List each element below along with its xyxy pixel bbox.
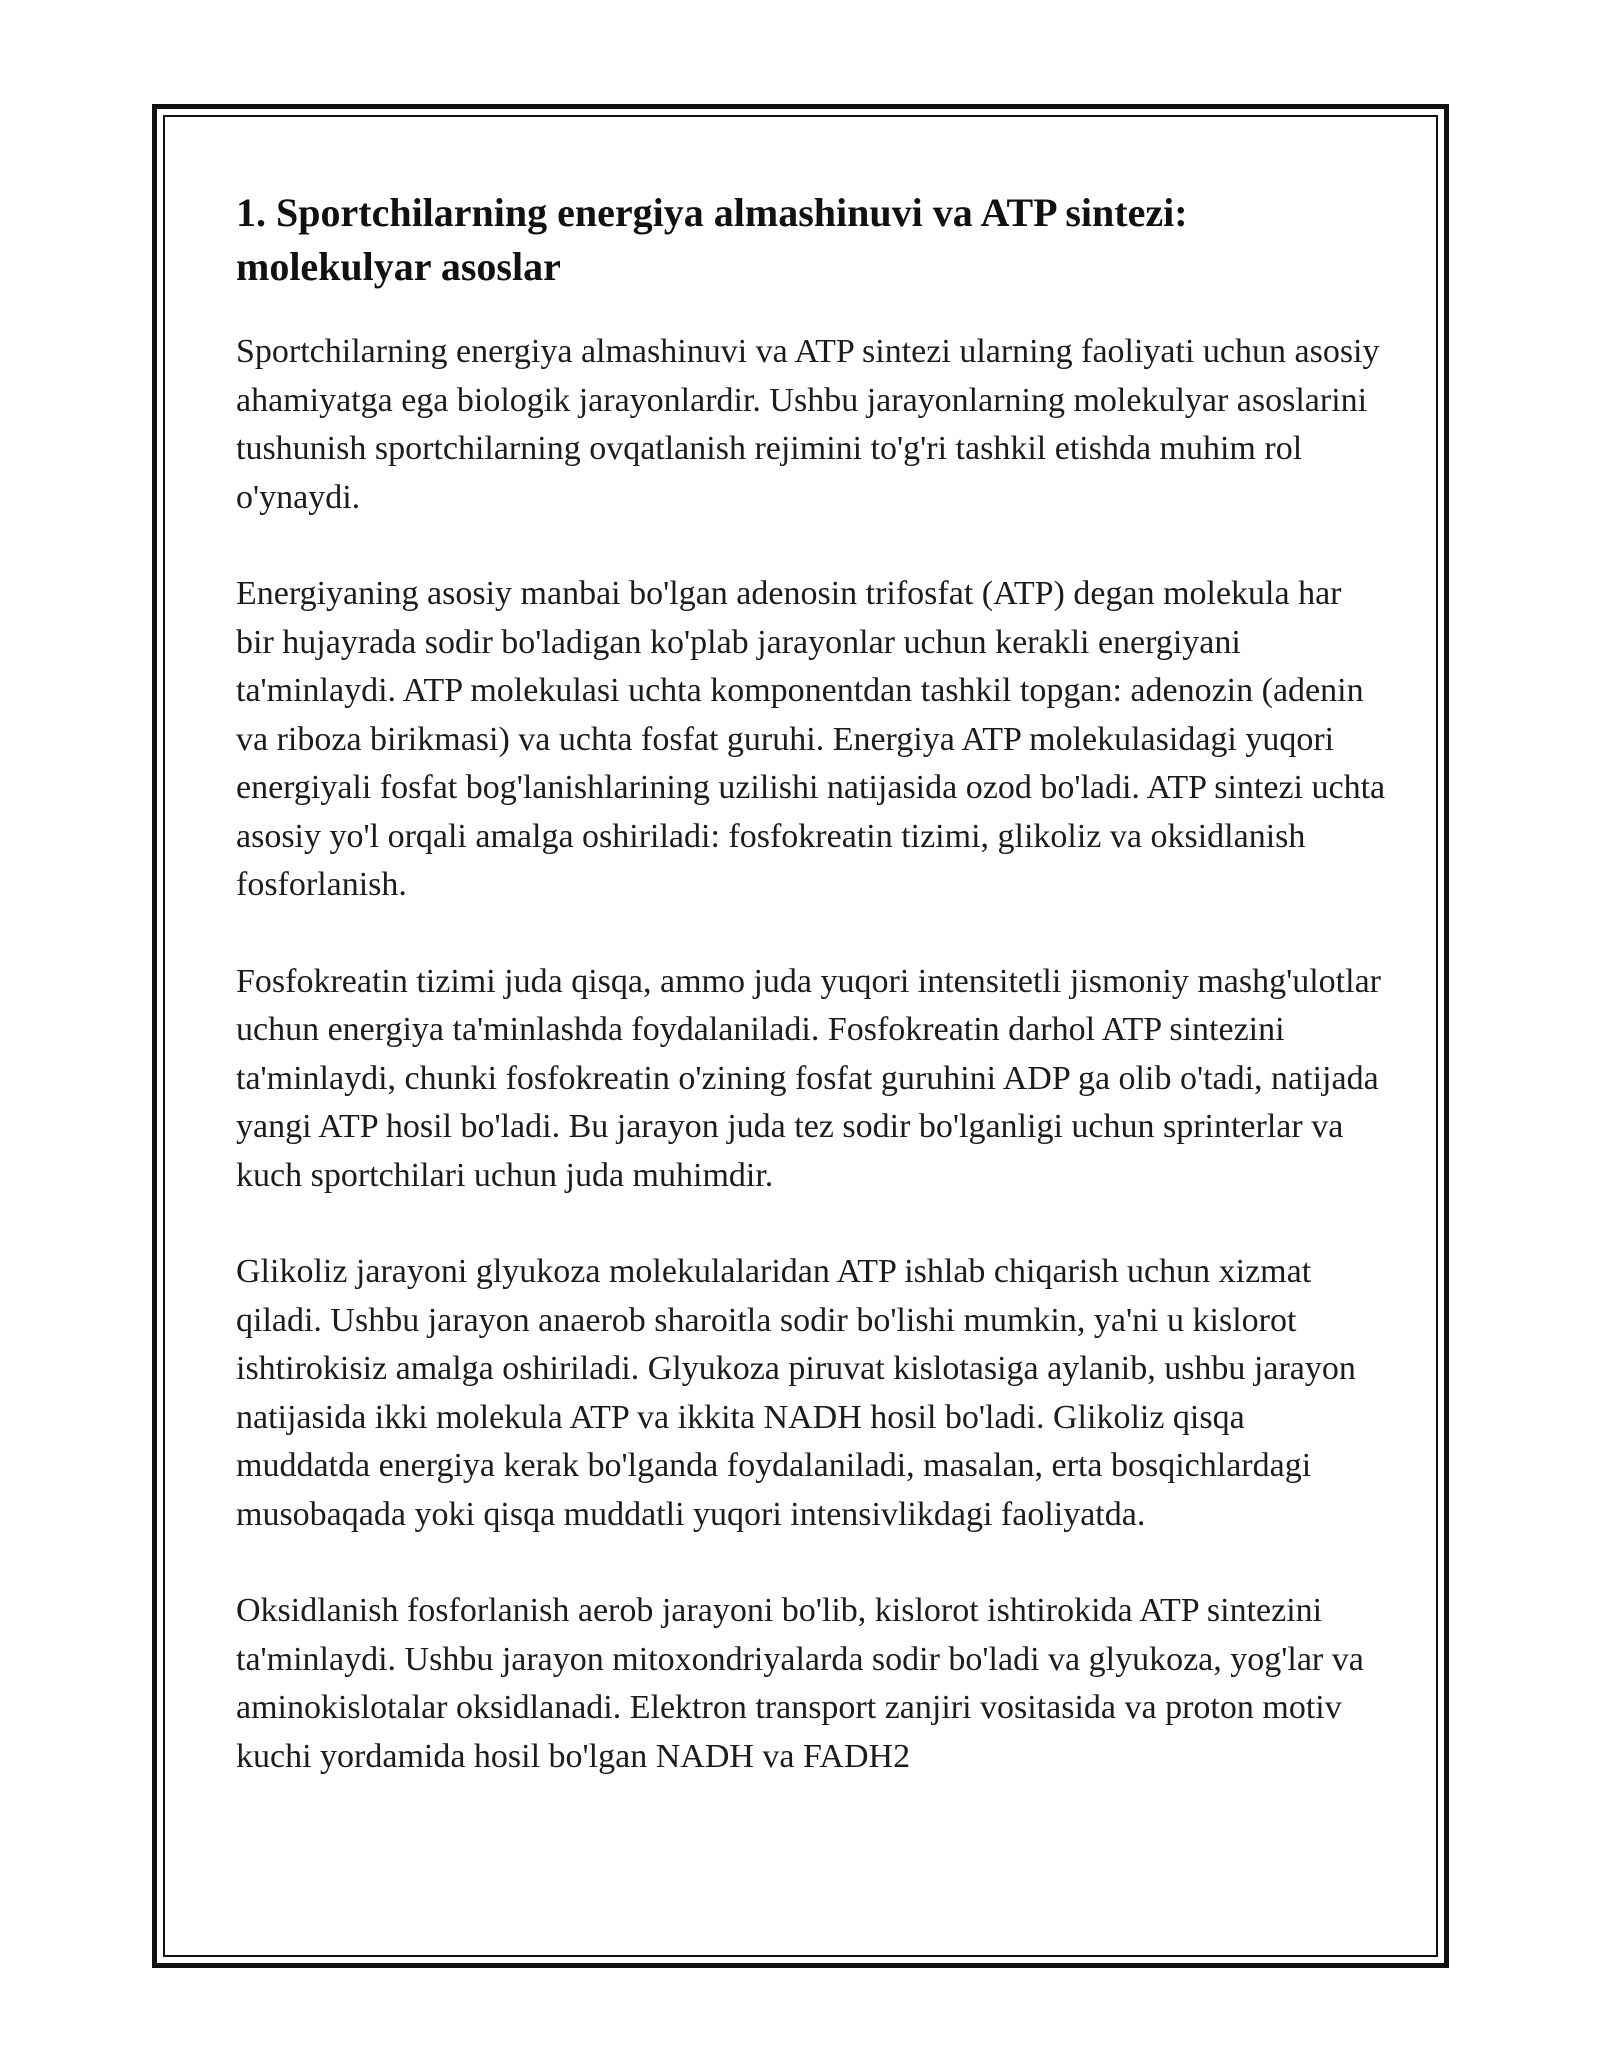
paragraph-2: Energiyaning asosiy manbai bo'lgan adenosin trifosfat (ATP) degan molekula har bir hujayrada sodir bo'ladigan ko'plab jarayonlar uchun kerakli energiyani ta'minlaydi. ATP molekulasi uchta komponentdan tashkil topgan: adenozin (adenin va riboza birikmasi) va uchta fosfat guruhi. Energiya ATP molekulasidagi yuqori energiyali fosfat bog'lanishlarining uzilishi natijasida ozod bo'ladi. ATP sintezi uchta asosiy yo'l orqali amalga oshiriladi: fosfokreatin tizimi, glikoliz va oksidlanish fosforlanish. — [236, 575, 1386, 903]
document-body — [236, 186, 1386, 1829]
paragraph-3: Fosfokreatin tizimi juda qisqa, ammo juda yuqori intensitetli jismoniy mashg'ulotlar uchun energiya ta'minlashda foydalaniladi. Fosfokreatin darhol ATP sintezini ta'minlaydi, chunki fosfokreatin o'zining fosfat guruhini ADP ga olib o'tadi, natijada yangi ATP hosil bo'ladi. Bu jarayon juda tez sodir bo'lganligi uchun sprinterlar va kuch sportchilari uchun juda muhimdir. — [236, 962, 1381, 1194]
paragraph-4: Glikoliz jarayoni glyukoza molekulalaridan ATP ishlab chiqarish uchun xizmat qiladi. Ushbu jarayon anaerob sharoitla sodir bo'lishi mumkin, ya'ni u kislorot ishtirokisiz amalga oshiriladi. Glyukoza piruvat kislotasiga aylanib, ushbu jarayon natijasida ikki molekula ATP va ikkita NADH hosil bo'ladi. Glikoliz qisqa muddatda energiya kerak bo'lganda foydalaniladi, masalan, erta bosqichlardagi musobaqada yoki qisqa muddatli yuqori intensivlikdagi faoliyatda. — [236, 1253, 1356, 1533]
paragraph-5: Oksidlanish fosforlanish aerob jarayoni bo'lib, kislorot ishtirokida ATP sintezini ta'minlaydi. Ushbu jarayon mitoxondriyalarda sodir bo'ladi va glyukoza, yog'lar va aminokislotalar oksidlanadi. Elektron transport zanjiri vositasida va proton motiv kuchi yordamida hosil bo'lgan NADH va FADH2 — [236, 1592, 1364, 1775]
section-heading: 1. Sportchilarning energiya almashinuvi va ATP sintezi: molekulyar asoslar — [236, 190, 1188, 289]
paragraph-1: Sportchilarning energiya almashinuvi va ATP sintezi ularning faoliyati uchun asosiy ahamiyatga ega biologik jarayonlardir. Ushbu jarayonlarning molekulyar asoslarini tushunish sportchilarning ovqatlanish rejimini to'g'ri tashkil etishda muhim rol o'ynaydi. — [236, 333, 1380, 516]
